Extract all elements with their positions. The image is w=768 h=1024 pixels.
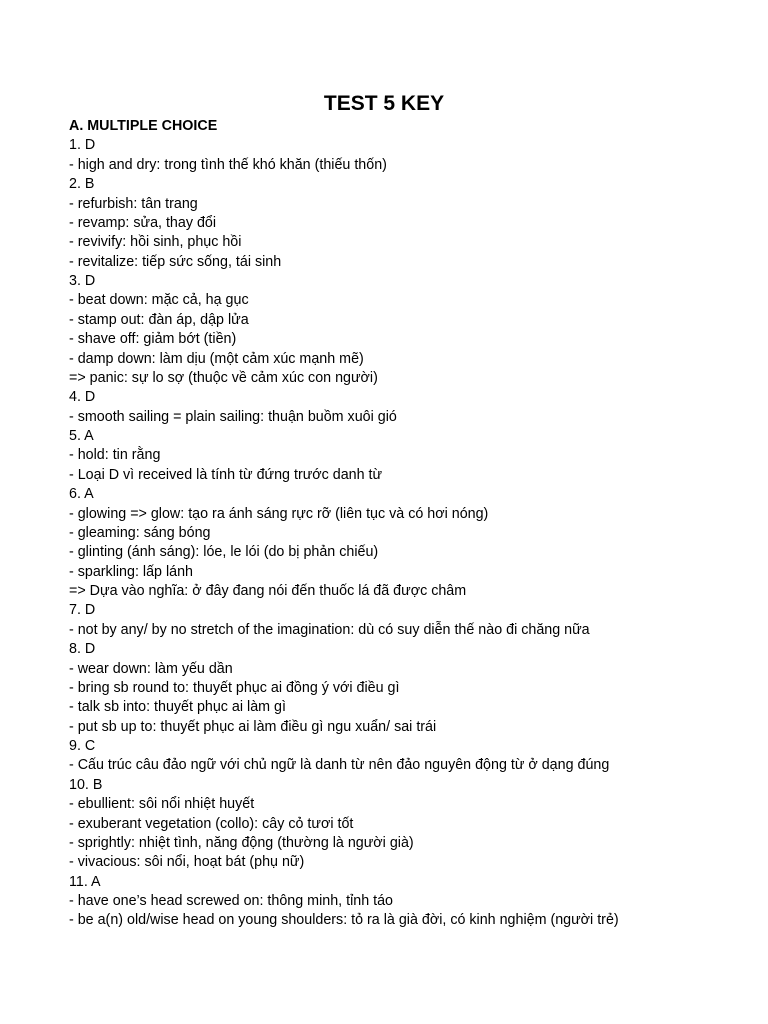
answer-line: - sprightly: nhiệt tình, năng động (thường là người già) <box>69 834 414 851</box>
answer-line: - Cấu trúc câu đảo ngữ với chủ ngữ là danh từ nên đảo nguyên động từ ở dạng đúng <box>69 757 610 774</box>
answer-line: - have one’s head screwed on: thông minh, tỉnh táo <box>69 893 394 909</box>
answer-line: 2. B <box>69 176 95 193</box>
answer-line: - ebullient: sôi nổi nhiệt huyết <box>69 796 255 813</box>
answer-line: - high and dry: trong tình thế khó khăn (thiếu thốn) <box>69 156 387 173</box>
answer-line: 4. D <box>69 389 96 406</box>
answer-line: 11. A <box>69 873 101 890</box>
answer-line: 7. D <box>69 602 96 619</box>
answer-line: 10. B <box>69 776 103 793</box>
answer-line: 1. D <box>69 137 96 154</box>
answer-line: - hold: tin rằng <box>69 447 161 464</box>
answer-line: - sparkling: lấp lánh <box>69 563 193 580</box>
answer-line: - be a(n) old/wise head on young shoulders: tỏ ra là già đời, có kinh nghiệm (người trẻ) <box>69 912 619 929</box>
answer-line: - glowing => glow: tạo ra ánh sáng rực rỡ (liên tục và có hơi nóng) <box>69 505 489 522</box>
answer-line: => panic: sự lo sợ (thuộc về cảm xúc con người) <box>69 369 378 386</box>
answer-line: - wear down: làm yếu dần <box>69 660 233 677</box>
answer-line: 6. A <box>69 486 94 503</box>
answer-line: - stamp out: đàn áp, dập lửa <box>69 311 249 328</box>
answer-line: 8. D <box>69 641 96 658</box>
answer-line: - revamp: sửa, thay đổi <box>69 214 217 231</box>
answer-line: 3. D <box>69 273 96 289</box>
answer-line: - talk sb into: thuyết phục ai làm gì <box>69 699 286 716</box>
answer-line: => Dựa vào nghĩa: ở đây đang nói đến thuốc lá đã được châm <box>69 583 467 599</box>
answer-line: - beat down: mặc cả, hạ gục <box>69 292 249 309</box>
answer-line: - bring sb round to: thuyết phục ai đồng ý với điều gì <box>69 679 400 696</box>
answer-line: - gleaming: sáng bóng <box>69 524 211 541</box>
section-heading: A. MULTIPLE CHOICE <box>69 118 218 134</box>
answer-line: 9. C <box>69 738 96 754</box>
page-title: TEST 5 KEY <box>323 92 445 115</box>
answer-line: - glinting (ánh sáng): lóe, le lói (do bị phản chiếu) <box>69 544 379 561</box>
answer-line: - refurbish: tân trang <box>69 195 198 212</box>
answer-line: - damp down: làm dịu (một cảm xúc mạnh mẽ) <box>69 350 364 367</box>
answer-line: - put sb up to: thuyết phục ai làm điều gì ngu xuẩn/ sai trái <box>69 718 437 735</box>
answer-line: - vivacious: sôi nổi, hoạt bát (phụ nữ) <box>69 854 305 871</box>
answer-line: - smooth sailing = plain sailing: thuận buồm xuôi gió <box>69 408 397 425</box>
answer-line: - revitalize: tiếp sức sống, tái sinh <box>69 253 282 270</box>
answer-line: - revivify: hồi sinh, phục hồi <box>69 234 242 251</box>
answer-line: - shave off: giảm bớt (tiền) <box>69 331 237 348</box>
answer-line: - not by any/ by no stretch of the imagination: dù có suy diễn thế nào đi chăng nữa <box>69 621 590 638</box>
answer-line: 5. A <box>69 428 94 444</box>
answer-line: - Loại D vì received là tính từ đứng trước danh từ <box>69 466 383 483</box>
answer-key-content <box>69 117 749 931</box>
answer-line: - exuberant vegetation (collo): cây cỏ tươi tốt <box>69 815 354 832</box>
